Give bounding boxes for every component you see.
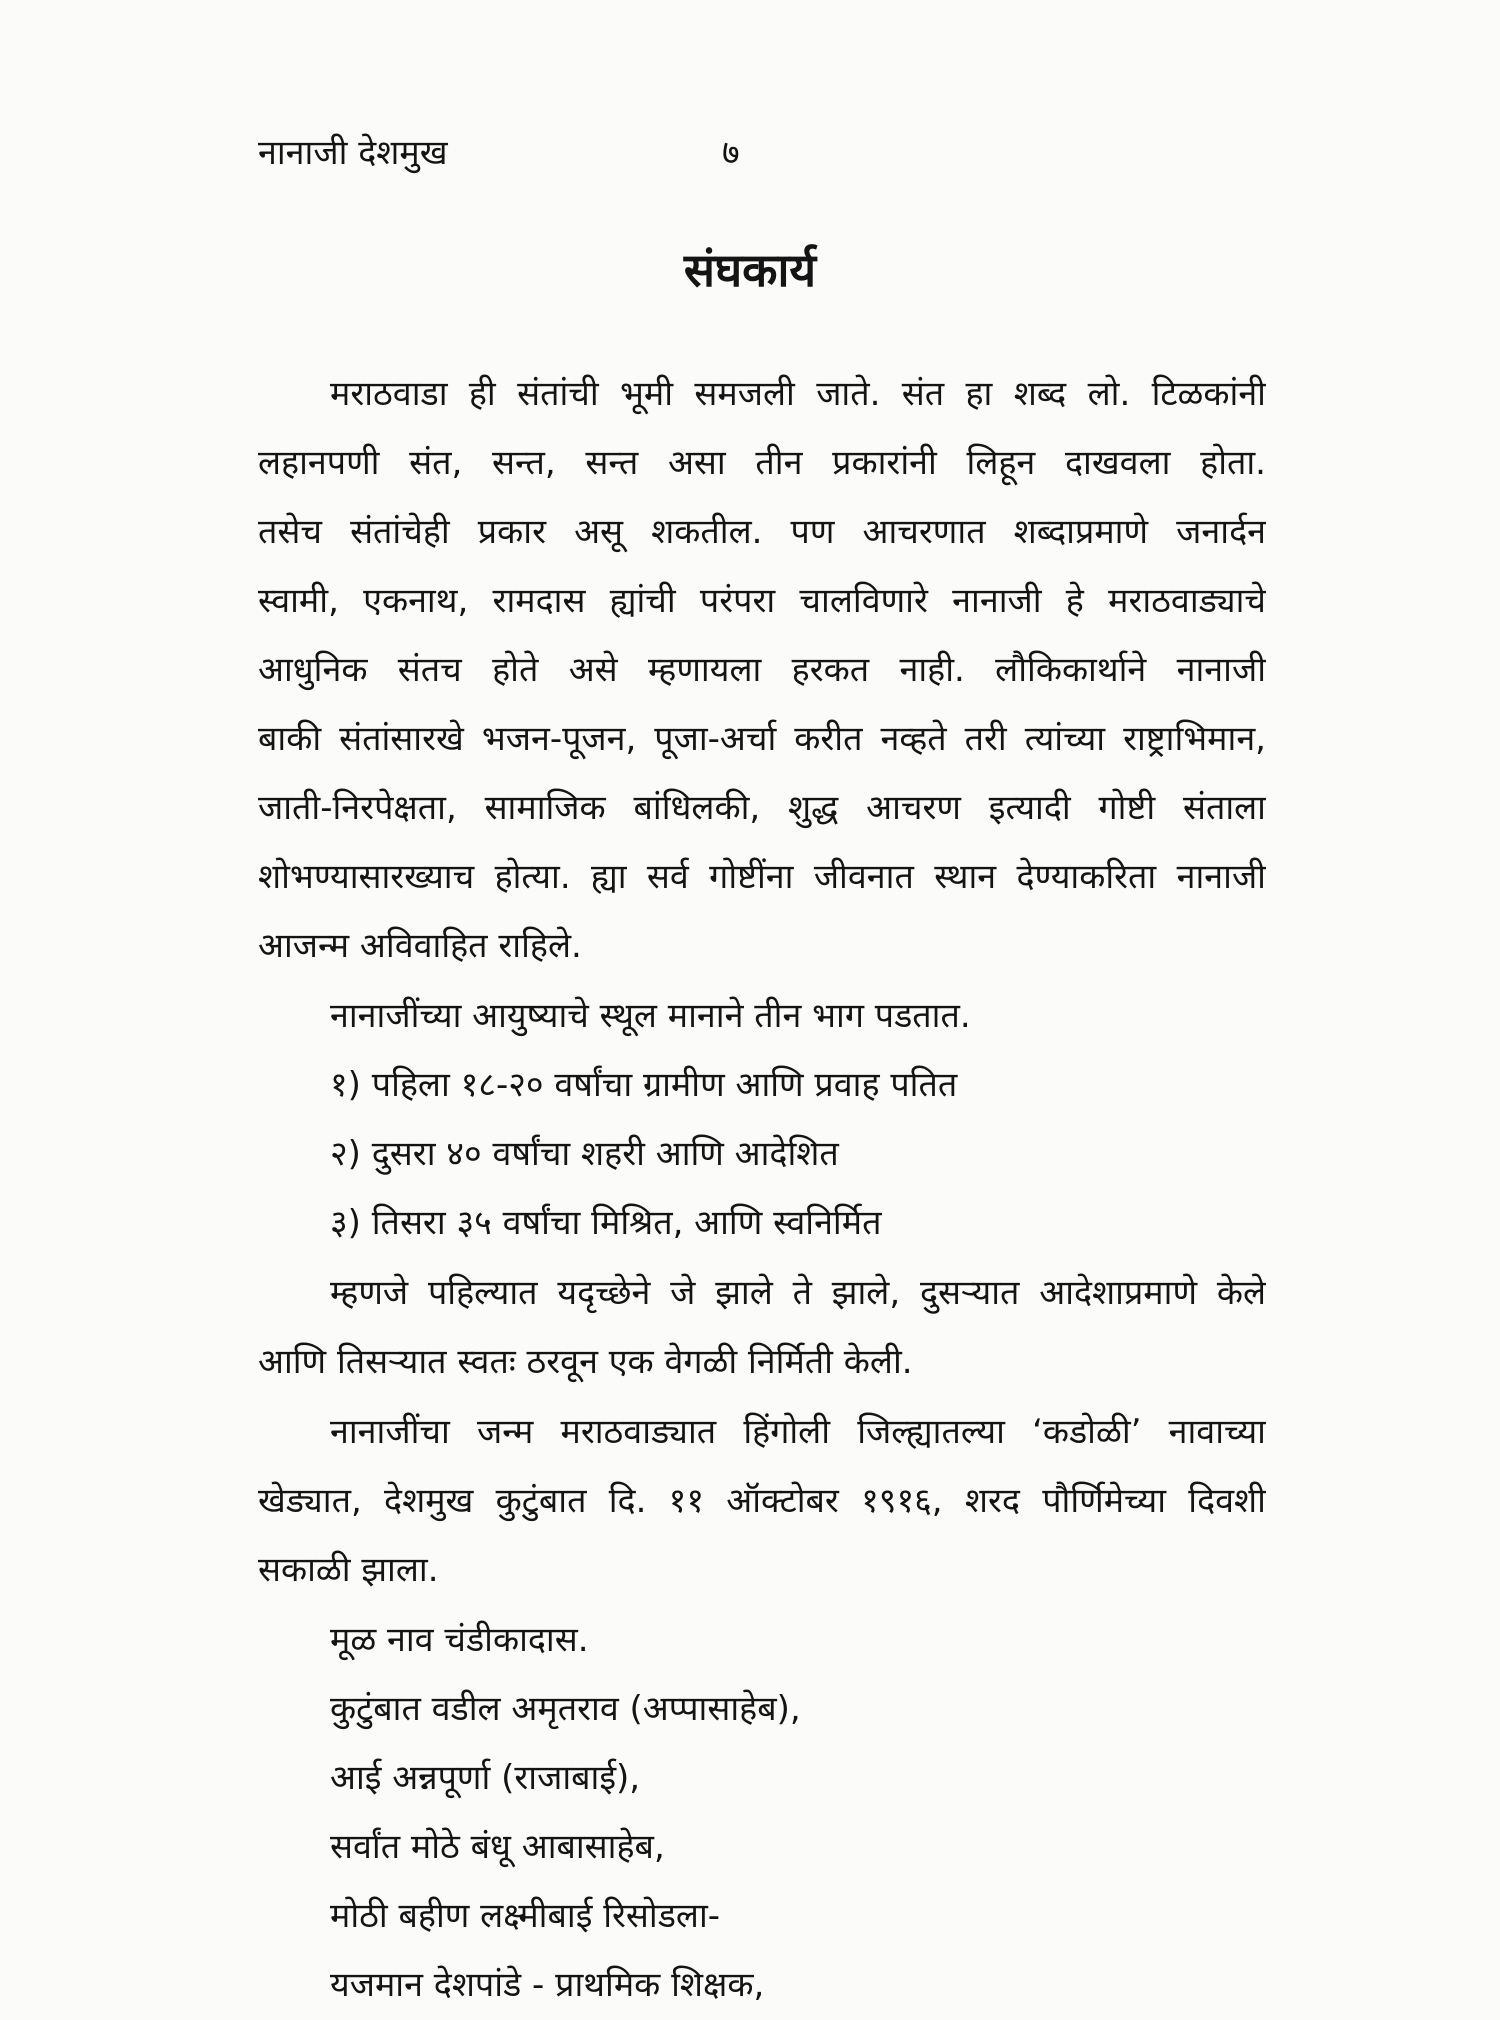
page-number: ७ xyxy=(722,133,740,173)
paragraph-line: तसेच संतांचेही प्रकार असू शकतील. पण आचरणात शब्दाप्रमाणे जनार्दन xyxy=(258,512,1266,552)
paragraph-line: लहानपणी संत, सन्त, सन्त असा तीन प्रकारांनी लिहून दाखवला होता. xyxy=(258,443,1266,483)
family-line: यजमान देशपांडे - प्राथमिक शिक्षक, xyxy=(330,1965,765,2005)
paragraph-line: बाकी संतांसारखे भजन-पूजन, पूजा-अर्चा करीत नव्हते तरी त्यांच्या राष्ट्राभिमान, xyxy=(258,719,1266,759)
paragraph-4 xyxy=(258,1398,1266,1605)
paragraph-3 xyxy=(258,1259,1266,1397)
family-line: सर्वांत मोठे बंधू आबासाहेब, xyxy=(330,1827,665,1867)
paragraph-line: आणि तिसऱ्यात स्वतः ठरवून एक वेगळी निर्मिती केली. xyxy=(258,1342,913,1382)
paragraph-line: शोभण्यासारख्याच होत्या. ह्या सर्व गोष्टींना जीवनात स्थान देण्याकरिता नानाजी xyxy=(258,857,1266,897)
family-line: कुटुंबात वडील अमृतराव (अप्पासाहेब), xyxy=(330,1689,801,1729)
paragraph-line: मराठवाडा ही संतांची भूमी समजली जाते. संत हा शब्द लो. टिळकांनी xyxy=(330,374,1266,414)
list-item: ३) तिसरा ३५ वर्षांचा मिश्रित, आणि स्वनिर्मित xyxy=(330,1203,882,1243)
chapter-title: संघकार्य xyxy=(683,243,817,297)
paragraph-line: सकाळी झाला. xyxy=(258,1550,439,1590)
paragraph-line: आधुनिक संतच होते असे म्हणायला हरकत नाही. लौकिकार्थाने नानाजी xyxy=(258,650,1266,690)
paragraph-line: जाती-निरपेक्षता, सामाजिक बांधिलकी, शुद्ध आचरण इत्यादी गोष्टी संताला xyxy=(258,788,1266,828)
running-title: नानाजी देशमुख xyxy=(258,133,448,173)
paragraph-1 xyxy=(258,360,1266,981)
list-item: २) दुसरा ४० वर्षांचा शहरी आणि आदेशित xyxy=(330,1134,839,1174)
paragraph-intro: नानाजींच्या आयुष्याचे स्थूल मानाने तीन भाग पडतात. xyxy=(330,996,971,1036)
family-line: मूळ नाव चंडीकादास. xyxy=(330,1620,589,1660)
family-line: आई अन्नपूर्णा (राजाबाई), xyxy=(330,1758,641,1798)
paragraph-line: आजन्म अविवाहित राहिले. xyxy=(258,926,582,966)
list-item: १) पहिला १८-२० वर्षांचा ग्रामीण आणि प्रवाह पतित xyxy=(330,1065,958,1105)
family-line: मोठी बहीण लक्ष्मीबाई रिसोडला- xyxy=(330,1896,721,1936)
paragraph-line: म्हणजे पहिल्यात यदृच्छेने जे झाले ते झाले, दुसऱ्यात आदेशाप्रमाणे केले xyxy=(330,1273,1266,1313)
paragraph-line: खेड्यात, देशमुख कुटुंबात दि. ११ ऑक्टोबर १९१६, शरद पौर्णिमेच्या दिवशी xyxy=(258,1481,1266,1521)
page-body xyxy=(258,360,1266,2020)
paragraph-line: स्वामी, एकनाथ, रामदास ह्यांची परंपरा चालविणारे नानाजी हे मराठवाड्याचे xyxy=(258,581,1266,621)
paragraph-2 xyxy=(258,982,1266,1258)
paragraph-line: नानाजींचा जन्म मराठवाड्यात हिंगोली जिल्ह्यातल्या ‘कडोळी’ नावाच्या xyxy=(330,1412,1266,1452)
family-details xyxy=(258,1606,1266,2020)
